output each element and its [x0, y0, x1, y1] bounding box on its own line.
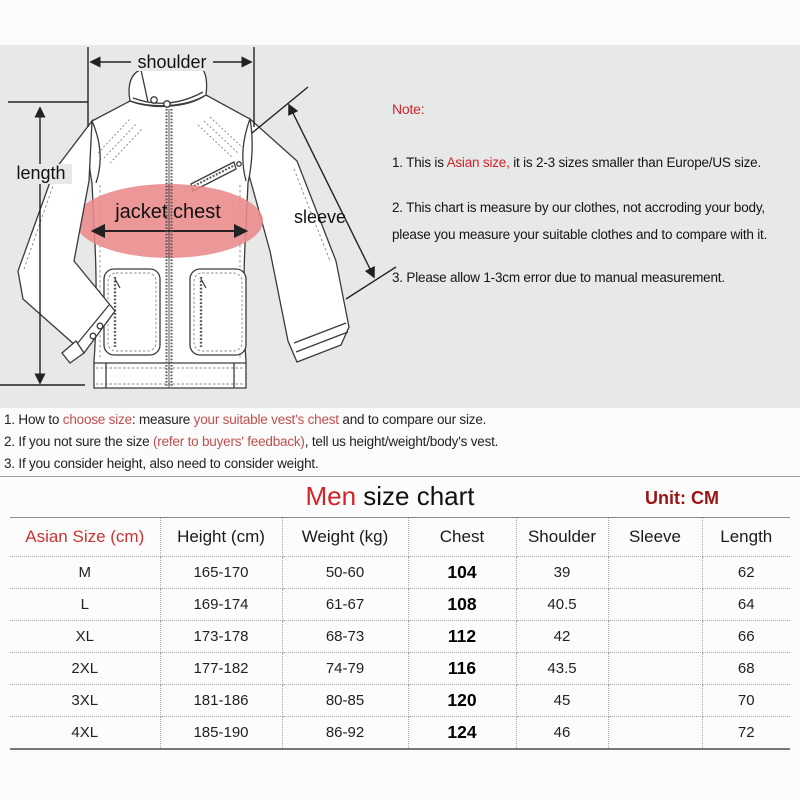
table-row — [10, 557, 790, 589]
tip-3: 3. If you consider height, also need to consider weight. — [4, 456, 319, 471]
table-row — [10, 653, 790, 685]
chart-title: Men size chart — [305, 481, 475, 511]
cell-weight: 68-73 — [282, 621, 408, 653]
cell-size: 3XL — [10, 685, 160, 717]
cell-sleeve — [608, 685, 702, 717]
cell-height: 173-178 — [160, 621, 282, 653]
diagram-panel — [0, 45, 800, 408]
sleeve-label: sleeve — [293, 207, 347, 227]
cell-length: 70 — [702, 685, 790, 717]
note-1: 1. This is Asian size, it is 2-3 sizes smaller than Europe/US size. — [392, 155, 762, 170]
cell-weight: 74-79 — [282, 653, 408, 685]
cell-chest: 124 — [408, 717, 516, 749]
tip-1: 1. How to choose size: measure your suitable vest's chest and to compare our size. — [4, 412, 487, 427]
table-row — [10, 685, 790, 717]
col-header-length: Length — [702, 518, 790, 557]
cell-length: 64 — [702, 589, 790, 621]
cell-weight: 86-92 — [282, 717, 408, 749]
cell-sleeve — [608, 557, 702, 589]
notes-panel — [392, 101, 800, 287]
jacket-diagram — [0, 45, 400, 408]
asian-size-highlight: Asian size, — [446, 155, 510, 170]
cell-shoulder: 43.5 — [516, 653, 608, 685]
length-label: length — [16, 163, 66, 183]
cell-weight: 50-60 — [282, 557, 408, 589]
cell-sleeve — [608, 717, 702, 749]
tip-2: 2. If you not sure the size (refer to buyers' feedback), tell us height/weight/body's vest. — [4, 434, 499, 449]
col-header-weight: Weight (kg) — [282, 518, 408, 557]
tips-section — [4, 406, 800, 472]
cell-size: L — [10, 589, 160, 621]
cell-weight: 80-85 — [282, 685, 408, 717]
cell-length: 62 — [702, 557, 790, 589]
cell-shoulder: 39 — [516, 557, 608, 589]
cell-shoulder: 45 — [516, 685, 608, 717]
note-2: 2. This chart is measure by our clothes, not accroding your body, — [392, 200, 765, 215]
cell-chest: 120 — [408, 685, 516, 717]
col-header-chest: Chest — [408, 518, 516, 557]
shoulder-label: shoulder — [137, 52, 207, 72]
table-row — [10, 717, 790, 749]
cell-chest: 112 — [408, 621, 516, 653]
cell-size: 4XL — [10, 717, 160, 749]
cell-chest: 104 — [408, 557, 516, 589]
size-chart-section — [0, 476, 800, 750]
cell-sleeve — [608, 589, 702, 621]
chest-label: jacket chest — [115, 201, 221, 223]
col-header-height: Height (cm) — [160, 518, 282, 557]
cell-height: 185-190 — [160, 717, 282, 749]
cell-height: 181-186 — [160, 685, 282, 717]
cell-length: 72 — [702, 717, 790, 749]
size-table — [10, 517, 790, 750]
cell-height: 169-174 — [160, 589, 282, 621]
unit-label: Unit: CM — [645, 488, 719, 508]
col-header-asian-size: Asian Size (cm) — [10, 518, 160, 557]
cell-shoulder: 42 — [516, 621, 608, 653]
cell-size: XL — [10, 621, 160, 653]
cell-chest: 116 — [408, 653, 516, 685]
cell-size: 2XL — [10, 653, 160, 685]
chart-title-row — [0, 477, 800, 517]
cell-sleeve — [608, 621, 702, 653]
cell-shoulder: 40.5 — [516, 589, 608, 621]
cell-weight: 61-67 — [282, 589, 408, 621]
cell-height: 177-182 — [160, 653, 282, 685]
table-row — [10, 621, 790, 653]
table-header-row — [10, 518, 790, 557]
cell-height: 165-170 — [160, 557, 282, 589]
jacket-right-sleeve — [249, 119, 349, 362]
cell-sleeve — [608, 653, 702, 685]
cell-length: 68 — [702, 653, 790, 685]
cell-size: M — [10, 557, 160, 589]
note-heading: Note: — [392, 101, 425, 117]
col-header-shoulder: Shoulder — [516, 518, 608, 557]
chart-title-men: Men — [305, 481, 357, 511]
table-row — [10, 589, 790, 621]
note-2-cont: please you measure your suitable clothes and to compare with it. — [392, 227, 768, 242]
cell-length: 66 — [702, 621, 790, 653]
col-header-sleeve: Sleeve — [608, 518, 702, 557]
cell-shoulder: 46 — [516, 717, 608, 749]
cell-chest: 108 — [408, 589, 516, 621]
note-3: 3. Please allow 1-3cm error due to manual measurement. — [392, 270, 725, 285]
